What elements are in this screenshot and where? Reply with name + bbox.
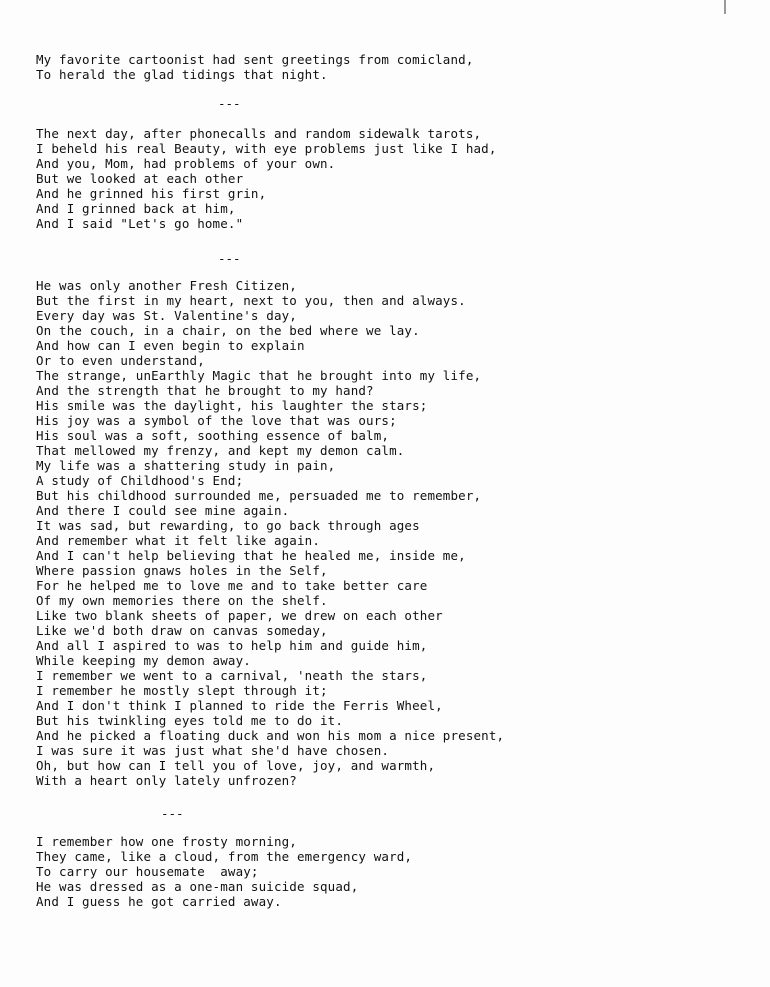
- stanza-3: He was only another Fresh Citizen, But the first in my heart, next to you, then and always. Every day was St. Valentine's day, On the couch, in a chair, on the bed where we lay. And how can I even begin to explain Or to even understand, The strange, unEarthly Magic that he brought into my life, And the strength that he brought to my hand? His smile was the daylight, his laughter the stars; His joy was a symbol of the love that was ours; His soul was a soft, soothing essence of balm, That mellowed my frenzy, and kept my demon calm. My life was a shattering study in pain, A study of Childhood's End; But his childhood surrounded me, persuaded me to remember, And there I could see mine again. It was sad, but rewarding, to go back through ages And remember what it felt like again. And I can't help believing that he healed me, inside me, Where passion gnaws holes in the Self, For he helped me to love me and to take better care Of my own memories there on the shelf. Like two blank sheets of paper, we drew on each other Like we'd both draw on canvas someday, And all I aspired to was to help him and guide him, While keeping my demon away. I remember we went to a carnival, 'neath the stars, I remember he mostly slept through it; And I don't think I planned to ride the Ferris Wheel, But his twinkling eyes told me to do it. And he picked a floating duck and won his mom a nice present, I was sure it was just what she'd have chosen. Oh, but how can I tell you of love, joy, and warmth, With a heart only lately unfrozen?: [36, 278, 505, 788]
- scan-mark: [724, 0, 726, 14]
- stanza-4: I remember how one frosty morning, They came, like a cloud, from the emergency ward, To carry our housemate away; He was dressed as a one-man suicide squad, And I guess he got carried away.: [36, 834, 413, 909]
- section-divider-1: ---: [218, 96, 241, 111]
- section-divider-3: ---: [161, 806, 184, 821]
- stanza-2: The next day, after phonecalls and random sidewalk tarots, I beheld his real Beauty, with eye problems just like I had, And you, Mom, had problems of your own. But we looked at each other And he grinned his first grin, And I grinned back at him, And I said "Let's go home.": [36, 126, 497, 231]
- section-divider-2: ---: [218, 251, 241, 266]
- stanza-1: My favorite cartoonist had sent greetings from comicland, To herald the glad tidings that night.: [36, 52, 474, 82]
